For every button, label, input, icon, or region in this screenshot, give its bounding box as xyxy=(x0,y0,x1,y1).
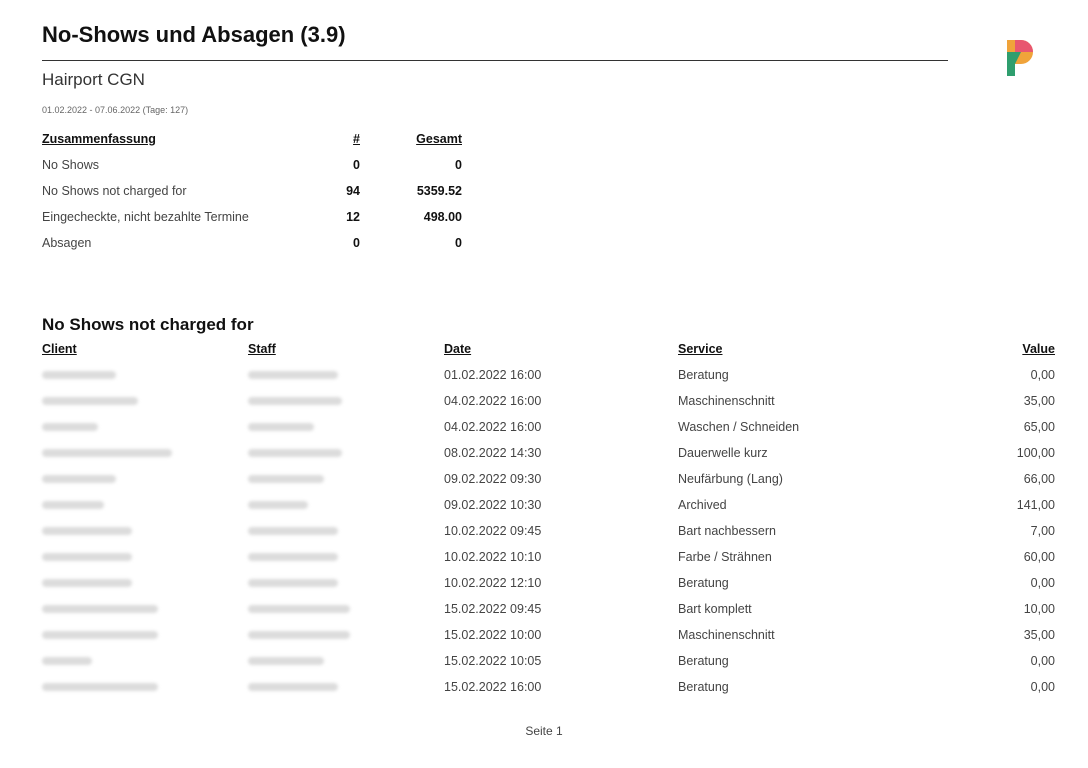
staff-redacted xyxy=(248,575,338,591)
staff-redacted xyxy=(248,549,338,565)
row-date: 15.02.2022 10:00 xyxy=(444,628,542,642)
client-redacted xyxy=(42,549,132,565)
table-row xyxy=(0,601,1088,627)
client-redacted xyxy=(42,471,116,487)
staff-redacted xyxy=(248,497,308,513)
summary-row-label: No Shows not charged for xyxy=(42,184,187,198)
table-row xyxy=(0,523,1088,549)
row-date: 15.02.2022 10:05 xyxy=(444,654,542,668)
summary-header-count: # xyxy=(353,132,360,146)
header-value: Value xyxy=(1022,342,1055,356)
staff-redacted xyxy=(248,367,338,383)
table-row xyxy=(0,471,1088,497)
summary-row xyxy=(0,183,1088,209)
row-service: Bart nachbessern xyxy=(678,524,776,538)
date-range: 01.02.2022 - 07.06.2022 (Tage: 127) xyxy=(42,105,189,115)
client-redacted xyxy=(42,575,132,591)
staff-redacted xyxy=(248,419,314,435)
table-row xyxy=(0,497,1088,523)
row-value: 100,00 xyxy=(1016,446,1055,460)
row-service: Maschinenschnitt xyxy=(678,394,775,408)
salon-name: Hairport CGN xyxy=(42,70,145,89)
summary-row xyxy=(0,235,1088,261)
row-date: 09.02.2022 09:30 xyxy=(444,472,542,486)
row-service: Beratung xyxy=(678,576,729,590)
summary-row-label: No Shows xyxy=(42,158,99,172)
row-date: 10.02.2022 12:10 xyxy=(444,576,542,590)
table-row xyxy=(0,653,1088,679)
summary-row-total: 5359.52 xyxy=(416,184,462,198)
staff-redacted xyxy=(248,653,324,669)
row-value: 0,00 xyxy=(1030,576,1055,590)
row-service: Maschinenschnitt xyxy=(678,628,775,642)
row-value: 60,00 xyxy=(1023,550,1055,564)
report-title: No-Shows und Absagen (3.9) xyxy=(42,22,346,47)
header-service: Service xyxy=(678,342,723,356)
client-redacted xyxy=(42,445,172,461)
summary-row-total: 498.00 xyxy=(423,210,462,224)
header-client: Client xyxy=(42,342,77,356)
table-row xyxy=(0,575,1088,601)
summary-row xyxy=(0,209,1088,235)
summary-row-total: 0 xyxy=(455,158,462,172)
row-service: Neufärbung (Lang) xyxy=(678,472,783,486)
row-service: Dauerwelle kurz xyxy=(678,446,768,460)
client-redacted xyxy=(42,523,132,539)
table-row xyxy=(0,679,1088,705)
row-date: 01.02.2022 16:00 xyxy=(444,368,542,382)
row-date: 04.02.2022 16:00 xyxy=(444,394,542,408)
row-date: 04.02.2022 16:00 xyxy=(444,420,542,434)
table-row xyxy=(0,549,1088,575)
client-redacted xyxy=(42,679,158,695)
summary-row-count: 0 xyxy=(353,158,360,172)
table-row xyxy=(0,445,1088,471)
staff-redacted xyxy=(248,471,324,487)
row-value: 0,00 xyxy=(1030,654,1055,668)
summary-row-count: 12 xyxy=(346,210,360,224)
row-service: Beratung xyxy=(678,680,729,694)
staff-redacted xyxy=(248,601,350,617)
row-date: 10.02.2022 09:45 xyxy=(444,524,542,538)
client-redacted xyxy=(42,497,104,513)
header-date: Date xyxy=(444,342,472,356)
client-redacted xyxy=(42,653,92,669)
table-row xyxy=(0,419,1088,445)
summary-header-row xyxy=(0,131,1088,157)
table-row xyxy=(0,367,1088,393)
table-row xyxy=(0,627,1088,653)
client-redacted xyxy=(42,419,98,435)
row-value: 66,00 xyxy=(1023,472,1055,486)
staff-redacted xyxy=(248,445,342,461)
summary-row-total: 0 xyxy=(455,236,462,250)
client-redacted xyxy=(42,393,138,409)
row-value: 10,00 xyxy=(1023,602,1055,616)
table-header-row xyxy=(0,341,1088,367)
summary-row-label: Eingecheckte, nicht bezahlte Termine xyxy=(42,210,249,224)
staff-redacted xyxy=(248,627,350,643)
row-service: Bart komplett xyxy=(678,602,752,616)
summary-header-total: Gesamt xyxy=(416,132,462,146)
row-service: Beratung xyxy=(678,654,729,668)
row-date: 10.02.2022 10:10 xyxy=(444,550,542,564)
client-redacted xyxy=(42,367,116,383)
row-service: Farbe / Strähnen xyxy=(678,550,772,564)
brand-logo-icon xyxy=(1001,34,1039,80)
staff-redacted xyxy=(248,679,338,695)
row-value: 0,00 xyxy=(1030,368,1055,382)
row-date: 09.02.2022 10:30 xyxy=(444,498,542,512)
row-value: 35,00 xyxy=(1023,628,1055,642)
header-staff: Staff xyxy=(248,342,276,356)
row-value: 35,00 xyxy=(1023,394,1055,408)
section-title: No Shows not charged for xyxy=(42,315,254,334)
title-divider xyxy=(42,60,948,61)
staff-redacted xyxy=(248,523,338,539)
row-service: Archived xyxy=(678,498,727,512)
row-service: Beratung xyxy=(678,368,729,382)
staff-redacted xyxy=(248,393,342,409)
page-number: Seite 1 xyxy=(525,724,563,738)
row-value: 0,00 xyxy=(1030,680,1055,694)
row-date: 15.02.2022 09:45 xyxy=(444,602,542,616)
row-value: 65,00 xyxy=(1023,420,1055,434)
table-row xyxy=(0,393,1088,419)
row-date: 08.02.2022 14:30 xyxy=(444,446,542,460)
summary-row-label: Absagen xyxy=(42,236,92,250)
client-redacted xyxy=(42,627,158,643)
row-value: 141,00 xyxy=(1016,498,1055,512)
row-value: 7,00 xyxy=(1030,524,1055,538)
row-service: Waschen / Schneiden xyxy=(678,420,800,434)
summary-row xyxy=(0,157,1088,183)
summary-header-label: Zusammenfassung xyxy=(42,132,156,146)
client-redacted xyxy=(42,601,158,617)
summary-row-count: 94 xyxy=(346,184,360,198)
row-date: 15.02.2022 16:00 xyxy=(444,680,542,694)
summary-row-count: 0 xyxy=(353,236,360,250)
